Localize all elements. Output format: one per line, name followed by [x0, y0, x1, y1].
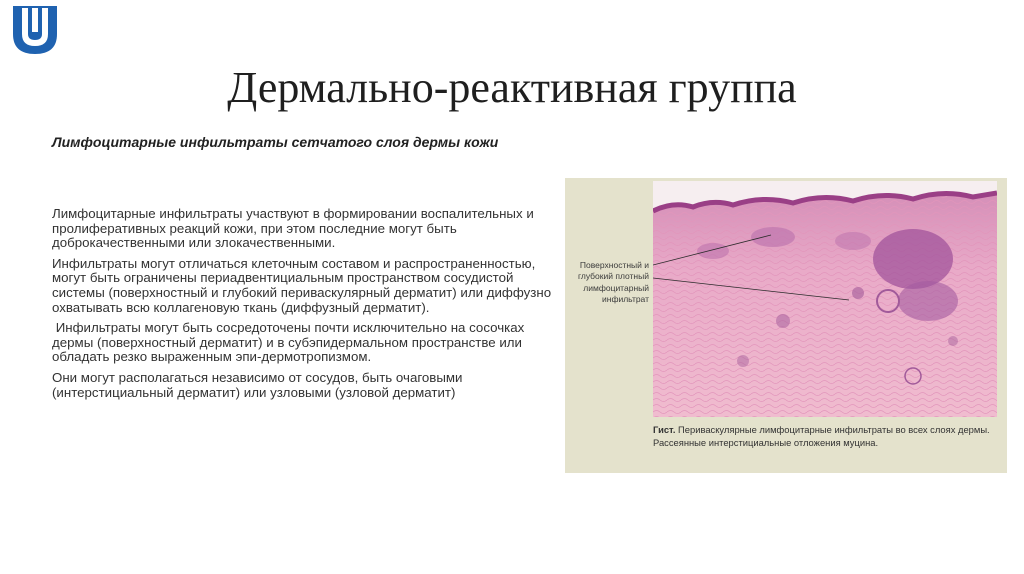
- histology-image: [653, 181, 997, 417]
- slide-subtitle: Лимфоцитарные инфильтраты сетчатого слоя дермы кожи: [52, 134, 499, 150]
- figure-caption: [653, 423, 1003, 449]
- paragraph-4: Они могут располагаться независимо от сосудов, быть очаговыми (интерстициальный дерматит) или узловыми (узловой дерматит): [52, 369, 463, 400]
- university-logo-icon: [11, 4, 59, 56]
- figure-label: Поверхностный и глубокий плотный лимфоцитарный инфильтрат: [577, 260, 649, 304]
- paragraph-2: Инфильтраты могут отличаться клеточным составом и распространенностью, могут быть ограничены периадвентициальным пространством сосудистой системы (поверхностный и глубокий периваскулярный дерматит) или диффузно охватывать всю коллагеновую ткань (диффузный дерматит).: [52, 255, 552, 315]
- caption-text: Периваскулярные лимфоцитарные инфильтраты во всех слоях дермы. Рассеянные интерстициальные отложения муцина.: [653, 424, 990, 448]
- histology-figure: [565, 178, 1007, 473]
- paragraph-1: Лимфоцитарные инфильтраты участвуют в формировании воспалительных и пролиферативных реакций кожи, при этом последние могут быть доброкачественными или злокачественными.: [52, 206, 534, 251]
- body-text: [52, 207, 552, 406]
- paragraph-3: Инфильтраты могут быть сосредоточены почти исключительно на сосочках дермы (поверхностный дерматит) и в субэпидермальном пространстве или обладать резко выраженным эпи-дермотропизмом.: [52, 320, 529, 365]
- slide-title: Дермально-реактивная группа: [227, 63, 797, 112]
- caption-prefix: Гист.: [653, 424, 676, 435]
